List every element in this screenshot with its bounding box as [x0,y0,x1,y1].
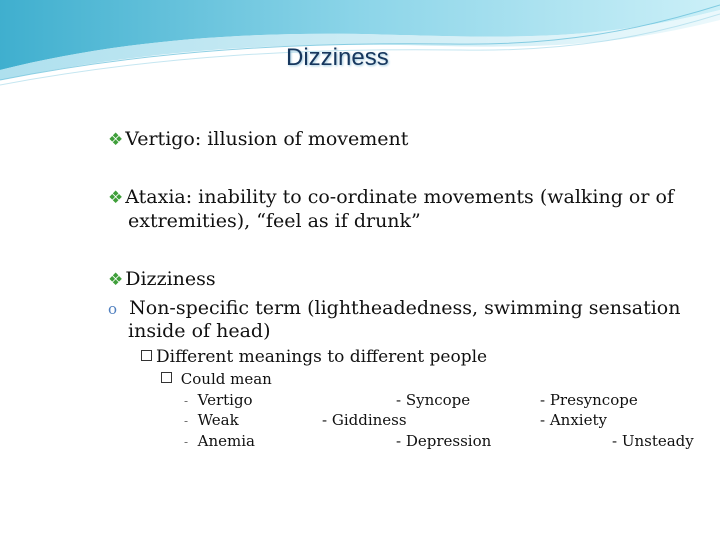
bullet-dizziness [108,268,216,290]
condition-item: - Weak [184,411,239,429]
condition-item: - Unsteady [612,432,694,450]
subbullet-different-meanings [141,347,487,367]
slide-title: Dizziness [286,44,389,71]
diamond-bullet-icon: ❖ [108,270,124,290]
subbullet-could-mean [161,370,272,388]
bullet-ataxia [108,186,674,208]
bullet-dizziness-text: Dizziness [125,268,216,290]
condition-item: - Anxiety [540,411,607,429]
different-meanings-text: Different meanings to different people [156,347,488,367]
bullet-ataxia-line1: Ataxia: inability to co-ordinate movements (walking or of [125,186,674,208]
condition-label: Weak [197,411,239,429]
condition-item: - Giddiness [322,411,407,429]
condition-item: - Presyncope [540,391,638,409]
condition-item: - Syncope [396,391,471,409]
condition-label: Anemia [197,432,255,450]
circle-bullet-icon: o [108,300,118,318]
nonspecific-line2: inside of head) [128,320,271,342]
diamond-bullet-icon: ❖ [108,130,124,150]
nonspecific-line1: Non-specific term (lightheadedness, swimming sensation [129,297,681,319]
condition-item: - Depression [396,432,492,450]
subbullet-nonspecific [108,297,680,319]
bullet-ataxia-line2: extremities), “feel as if drunk” [128,210,421,232]
bullet-vertigo [108,128,408,150]
square-bullet-icon [141,350,152,361]
condition-item: - Vertigo [184,391,253,409]
could-mean-text: Could mean [180,370,272,388]
condition-item: - Anemia [184,432,255,450]
condition-label: Vertigo [197,391,253,409]
diamond-bullet-icon: ❖ [108,188,124,208]
square-bullet-icon [161,372,172,383]
bullet-vertigo-text: Vertigo: illusion of movement [125,128,409,150]
